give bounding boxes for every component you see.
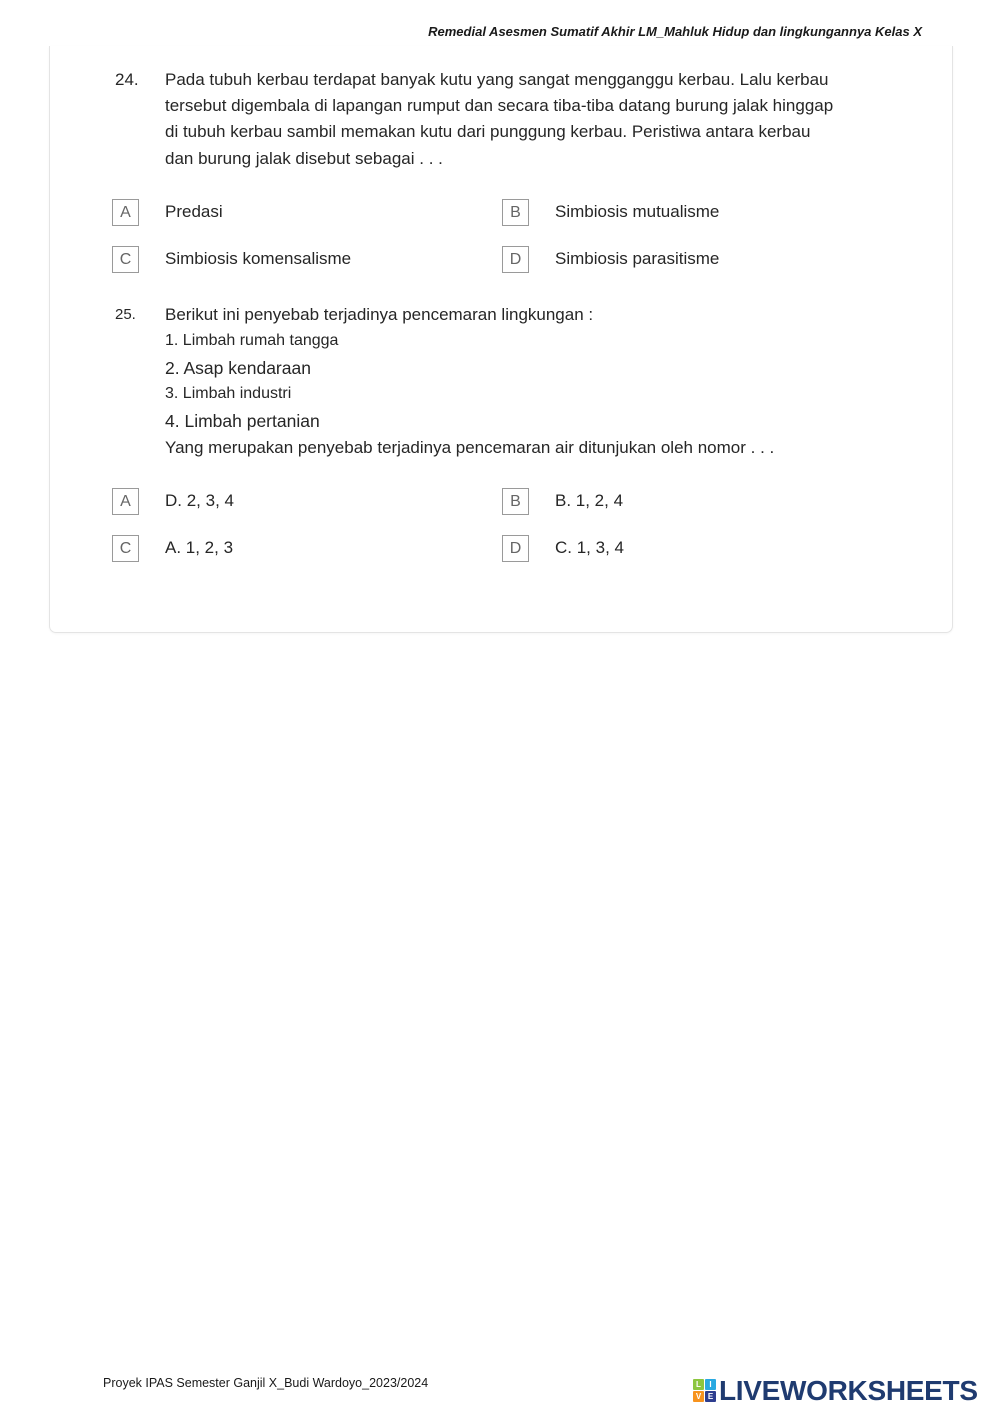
answer-option-d[interactable] <box>502 535 862 562</box>
logo-icon <box>693 1379 716 1402</box>
question-text-line: Pada tubuh kerbau terdapat banyak kutu yang sangat mengganggu kerbau. Lalu kerbau <box>165 70 829 89</box>
option-letter-box[interactable]: A <box>112 488 139 515</box>
question-text-line: dan burung jalak disebut sebagai . . . <box>165 149 443 168</box>
logo-icon-letter-l: L <box>693 1379 704 1390</box>
logo-icon-letter-v: V <box>693 1391 704 1402</box>
option-letter-box[interactable]: C <box>112 246 139 273</box>
list-item: 1. Limbah rumah tangga <box>165 332 339 349</box>
question-closing: Yang merupakan penyebab terjadinya pencemaran air ditunjukan oleh nomor . . . <box>165 438 775 457</box>
answer-option-a[interactable] <box>112 488 472 515</box>
liveworksheets-logo <box>693 1375 989 1406</box>
logo-icon-letter-i: I <box>705 1379 716 1390</box>
option-label: B. 1, 2, 4 <box>555 491 624 510</box>
footer-credit: Proyek IPAS Semester Ganjil X_Budi Wardoyo_2023/2024 <box>103 1376 429 1390</box>
option-label: A. 1, 2, 3 <box>165 538 234 557</box>
option-letter-box[interactable]: B <box>502 199 529 226</box>
option-letter-box[interactable]: D <box>502 246 529 273</box>
answer-option-c[interactable] <box>112 246 472 273</box>
question-number: 24. <box>115 70 139 89</box>
option-label: Simbiosis mutualisme <box>555 202 720 221</box>
option-label: Simbiosis komensalisme <box>165 249 352 268</box>
list-item: 3. Limbah industri <box>165 385 292 402</box>
option-label: D. 2, 3, 4 <box>165 491 234 510</box>
list-item: 4. Limbah pertanian <box>165 411 320 431</box>
question-number: 25. <box>115 306 136 323</box>
option-letter-box[interactable]: D <box>502 535 529 562</box>
option-label: Simbiosis parasitisme <box>555 249 720 268</box>
option-letter-box[interactable]: A <box>112 199 139 226</box>
logo-text: LIVEWORKSHEETS <box>719 1375 978 1406</box>
question-intro: Berikut ini penyebab terjadinya pencemaran lingkungan : <box>165 305 594 324</box>
question-text-line: di tubuh kerbau sambil memakan kutu dari punggung kerbau. Peristiwa antara kerbau <box>165 122 811 141</box>
answer-option-b[interactable] <box>502 488 862 515</box>
option-letter-box[interactable]: B <box>502 488 529 515</box>
answer-option-b[interactable] <box>502 199 862 226</box>
option-label: Predasi <box>165 202 223 221</box>
option-letter-box[interactable]: C <box>112 535 139 562</box>
option-label: C. 1, 3, 4 <box>555 538 624 557</box>
answer-option-d[interactable] <box>502 246 862 273</box>
answer-option-a[interactable] <box>112 199 472 226</box>
worksheet-header-title: Remedial Asesmen Sumatif Akhir LM_Mahluk Hidup dan lingkungannya Kelas X <box>428 24 922 39</box>
question-text-line: tersebut digembala di lapangan rumput dan secara tiba-tiba datang burung jalak hinggap <box>165 96 834 115</box>
answer-option-c[interactable] <box>112 535 472 562</box>
logo-icon-letter-e: E <box>705 1391 716 1402</box>
list-item: 2. Asap kendaraan <box>165 358 311 378</box>
